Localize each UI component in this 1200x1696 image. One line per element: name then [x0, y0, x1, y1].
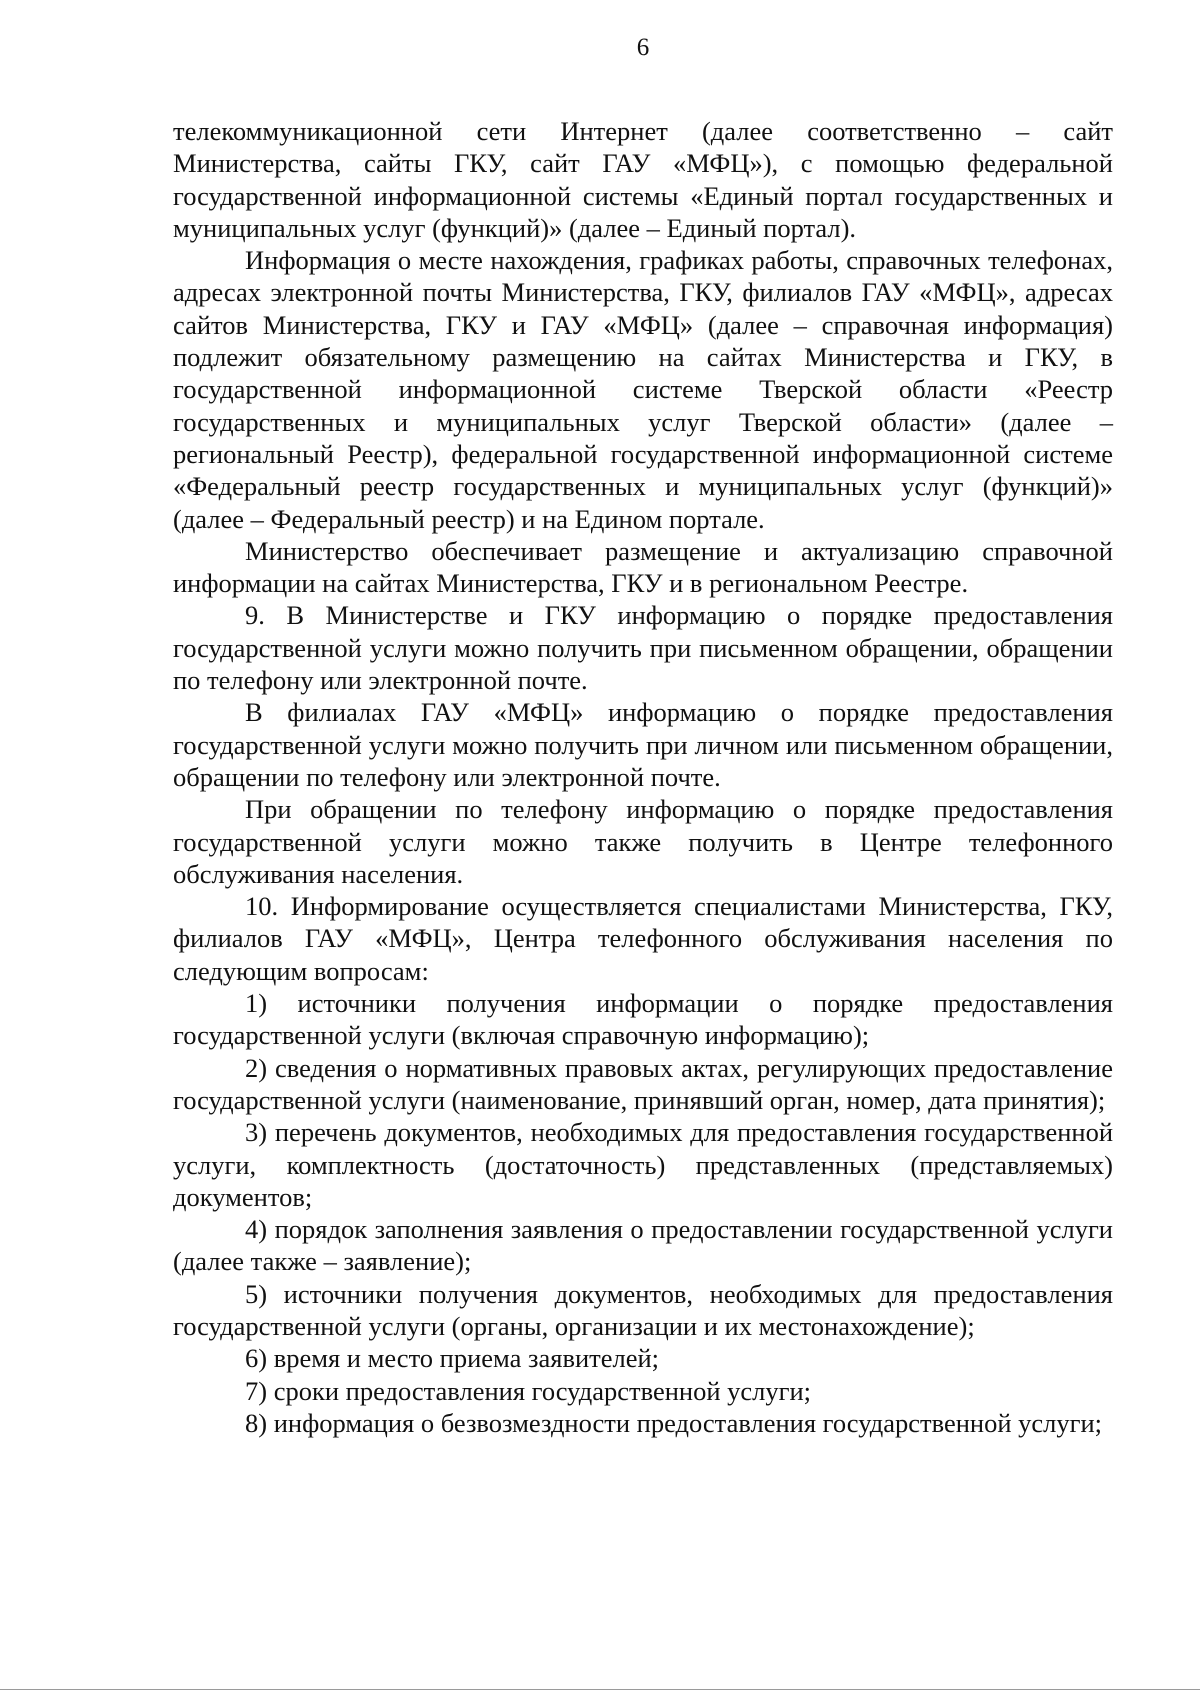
- list-item-7: 7) сроки предоставления государственной услуги;: [245, 1375, 812, 1406]
- list-item-5: 5) источники получения документов, необходимых для предоставления государственной услуги (органы, организации и их местонахождение);: [173, 1278, 1113, 1341]
- paragraph-7: 10. Информирование осуществляется специалистами Министерства, ГКУ, филиалов ГАУ «МФЦ», Центра телефонного обслуживания населения по следующим вопросам:: [173, 891, 1113, 986]
- list-item-3: 3) перечень документов, необходимых для предоставления государственной услуги, комплектность (достаточность) представленных (представляемых) документов;: [173, 1117, 1113, 1212]
- list-item-1: 1) источники получения информации о порядке предоставления государственной услуги (включая справочную информацию);: [173, 988, 1113, 1051]
- list-item-2: 2) сведения о нормативных правовых актах, регулирующих предоставление государственной услуги (наименование, принявший орган, номер, дата принятия);: [173, 1052, 1113, 1115]
- paragraph-4: 9. В Министерстве и ГКУ информацию о порядке предоставления государственной услуги можно получить при письменном обращении, обращении по телефону или электронной почте.: [173, 600, 1113, 696]
- list-item-6: 6) время и место приема заявителей;: [245, 1343, 660, 1374]
- page-number: 6: [636, 34, 650, 61]
- paragraph-2: Информация о месте нахождения, графиках работы, справочных телефонах, адресах электронной почты Министерства, ГКУ, филиалов ГАУ «МФЦ», адресах сайтов Министерства, ГКУ и ГАУ «МФЦ» (далее – справочная информация) подлежит обязательному размещению на сайтах Министерства и ГКУ, в государственной информационной системе Тверской области «Реестр государственных и муниципальных услуг Тверской области» (далее – региональный Реестр), федеральной государственной информационной системе «Федеральный реестр государственных и муниципальных услуг (функций)» (далее – Федеральный реестр) и на Едином портале.: [173, 245, 1113, 534]
- paragraph-1: телекоммуникационной сети Интернет (далее соответственно – сайт Министерства, сайты ГКУ, сайт ГАУ «МФЦ»), с помощью федеральной государственной информационной системы «Единый портал государственных и муниципальных услуг (функций)» (далее – Единый портал).: [173, 116, 1113, 243]
- paragraph-3: Министерство обеспечивает размещение и актуализацию справочной информации на сайтах Министерства, ГКУ и в региональном Реестре.: [173, 535, 1113, 599]
- document-body: [173, 115, 1113, 1439]
- scan-edge-line: [0, 1689, 1200, 1690]
- list-item-4: 4) порядок заполнения заявления о предоставлении государственной услуги (далее также – заявление);: [173, 1214, 1113, 1277]
- list-item-8: 8) информация о безвозмездности предоставления государственной услуги;: [245, 1407, 1103, 1438]
- paragraph-5: В филиалах ГАУ «МФЦ» информацию о порядке предоставления государственной услуги можно получить при личном или письменном обращении, обращении по телефону или электронной почте.: [173, 697, 1113, 792]
- paragraph-6: При обращении по телефону информацию о порядке предоставления государственной услуги можно также получить в Центре телефонного обслуживания населения.: [173, 794, 1113, 889]
